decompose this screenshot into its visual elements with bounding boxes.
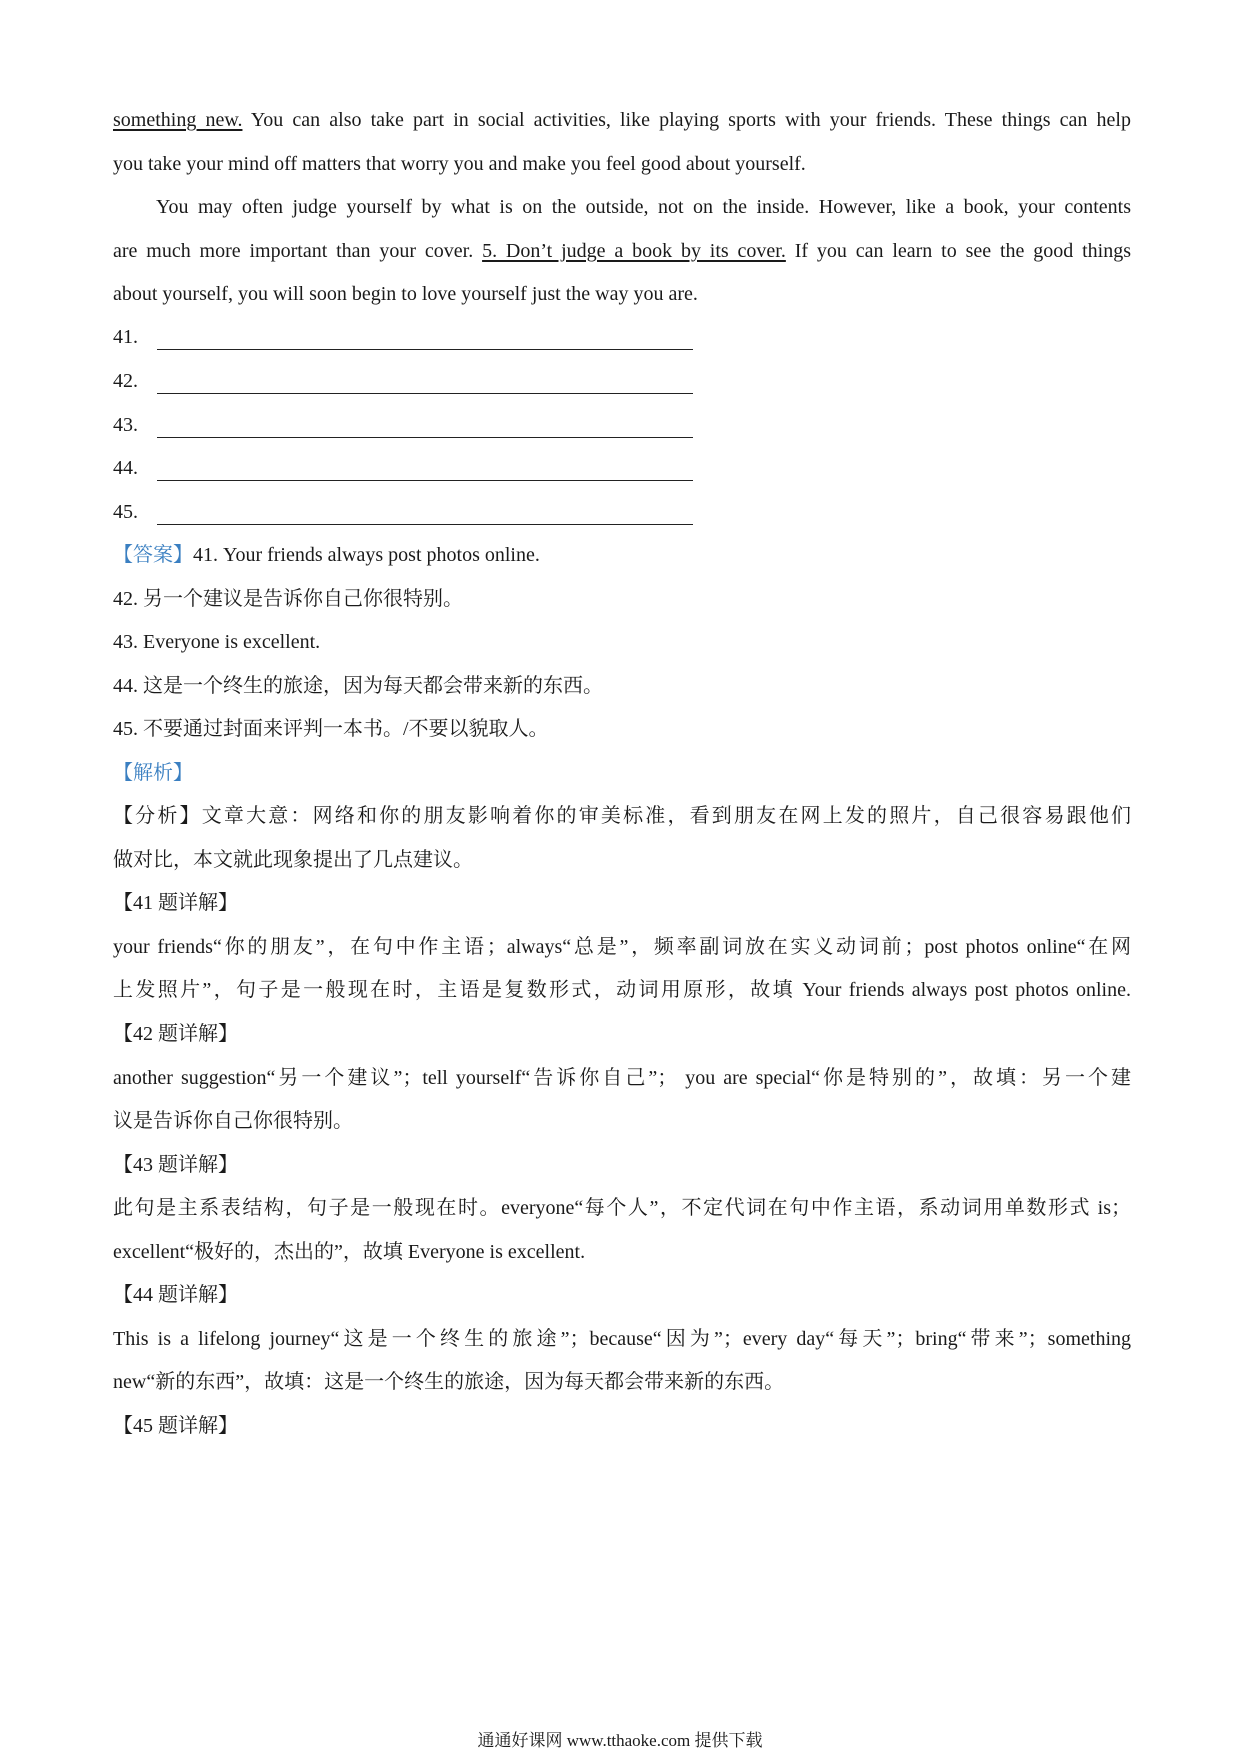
q41-heading: 【41 题详解】 bbox=[113, 892, 238, 914]
q42-heading: 【42 题详解】 bbox=[113, 1023, 238, 1045]
passage-line-5: about yourself, you will soon begin to love yourself just the way you are. bbox=[113, 283, 698, 305]
answer-line-42: 42. 另一个建议是告诉你自己你很特别。 bbox=[113, 588, 463, 610]
q43-heading: 【43 题详解】 bbox=[113, 1154, 238, 1176]
passage-line-4: are much more important than your cover. 5. Don’t judge a book by its cover. If you can learn to see the good things bbox=[113, 240, 1131, 262]
analysis-label: 【解析】 bbox=[113, 762, 193, 784]
answer-blank-line bbox=[157, 393, 693, 394]
q41-explanation-1: your friends“你的朋友”，在句中作主语；always“总是”，频率副词放在实义动词前；post photos online“在网 bbox=[113, 936, 1131, 958]
answer-line-45: 45. 不要通过封面来评判一本书。/不要以貌取人。 bbox=[113, 718, 549, 740]
answer-blank-line bbox=[157, 480, 693, 481]
passage-line-2: you take your mind off matters that worry you and make you feel good about yourself. bbox=[113, 153, 806, 175]
analysis-summary-1: 【分析】文章大意：网络和你的朋友影响着你的审美标准，看到朋友在网上发的照片，自己很容易跟他们 bbox=[113, 805, 1131, 827]
underlined-phrase: something new. bbox=[113, 109, 243, 131]
answer-blank-line bbox=[157, 349, 693, 350]
answer-line-41: 【答案】41. Your friends always post photos online. bbox=[113, 544, 540, 566]
passage-line-3: You may often judge yourself by what is on the outside, not on the inside. However, like a book, your contents bbox=[156, 196, 1131, 218]
answer-label: 【答案】 bbox=[113, 544, 193, 566]
answer-line-43: 43. Everyone is excellent. bbox=[113, 631, 321, 653]
q43-explanation-1: 此句是主系表结构，句子是一般现在时。everyone“每个人”，不定代词在句中作主语，系动词用单数形式 is； bbox=[113, 1197, 1131, 1219]
blank-number-43: 43. bbox=[113, 414, 138, 436]
blank-number-42: 42. bbox=[113, 370, 138, 392]
q45-heading: 【45 题详解】 bbox=[113, 1415, 238, 1437]
q44-explanation-2: new“新的东西”，故填：这是一个终生的旅途，因为每天都会带来新的东西。 bbox=[113, 1371, 785, 1393]
underlined-sentence-5: 5. Don’t judge a book by its cover. bbox=[482, 240, 786, 262]
blank-number-41: 41. bbox=[113, 326, 138, 348]
q44-heading: 【44 题详解】 bbox=[113, 1284, 238, 1306]
blank-number-44: 44. bbox=[113, 457, 138, 479]
q42-explanation-1: another suggestion“另一个建议”；tell yourself“告诉你自己”； you are special“你是特别的”，故填：另一个建 bbox=[113, 1067, 1131, 1089]
passage-line-1: something new. You can also take part in social activities, like playing sports with your friends. These things can help bbox=[113, 109, 1131, 131]
analysis-summary-2: 做对比，本文就此现象提出了几点建议。 bbox=[113, 849, 473, 871]
answer-blank-line bbox=[157, 524, 693, 525]
q43-explanation-2: excellent“极好的，杰出的”，故填 Everyone is excellent. bbox=[113, 1241, 586, 1263]
blank-number-45: 45. bbox=[113, 501, 138, 523]
answer-blank-line bbox=[157, 437, 693, 438]
answer-line-44: 44. 这是一个终生的旅途，因为每天都会带来新的东西。 bbox=[113, 675, 603, 697]
footer-watermark: 通通好课网 www.tthaoke.com 提供下载 bbox=[477, 1731, 763, 1750]
q42-explanation-2: 议是告诉你自己你很特别。 bbox=[113, 1110, 353, 1132]
q44-explanation-1: This is a lifelong journey“这是一个终生的旅途”；because“因为”；every day“每天”；bring“带来”；something bbox=[113, 1328, 1131, 1350]
q41-explanation-2: 上发照片”，句子是一般现在时，主语是复数形式，动词用原形，故填 Your friends always post photos online. bbox=[113, 979, 1131, 1001]
